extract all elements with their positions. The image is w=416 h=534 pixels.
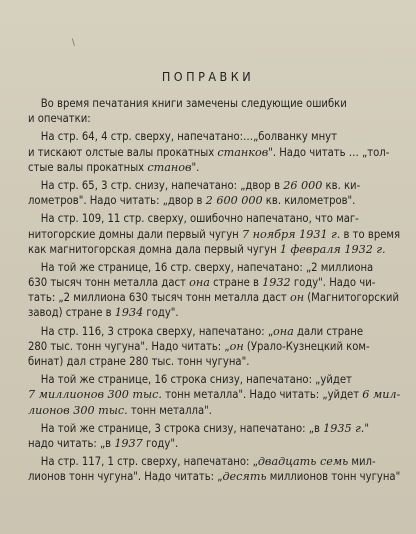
italic-correction: лионов 300 тыс. [28, 403, 128, 417]
text-run: нитогорские домны дали первый чугун [28, 227, 242, 241]
italic-correction: 1932 [262, 276, 291, 290]
text-line [28, 354, 384, 369]
errata-paragraph [28, 260, 399, 321]
errata-paragraph [28, 324, 384, 370]
text-run: На той же странице, 16 стр. сверху, напечатано: „2 миллиона [28, 260, 374, 274]
text-line [28, 372, 384, 387]
text-run: миллионов тонн чугуна" [266, 470, 401, 484]
text-run: На стр. 116, 3 строка сверху, напечатано: „ [28, 324, 274, 338]
italic-correction: 1934 [114, 306, 144, 320]
text-run: (Урало-Кузнецкий ком- [243, 339, 370, 353]
errata-paragraph [28, 178, 384, 208]
text-line [28, 160, 384, 175]
text-run: дали стране [293, 324, 364, 338]
text-run: стые валы прокатных [28, 160, 148, 174]
italic-correction: 7 миллионов 300 тыс. [28, 388, 162, 402]
text-line [28, 129, 384, 144]
text-run: Во время печатания книги замечены следующие ошибки [28, 97, 347, 110]
text-line [28, 436, 384, 451]
text-run: тать: „2 миллиона 630 тысяч тонн металла даст [28, 291, 290, 305]
text-line [28, 260, 384, 275]
italic-correction: она [189, 276, 210, 290]
text-run: и опечатки: [28, 112, 91, 126]
text-line [28, 178, 384, 193]
text-run: На стр. 64, 4 стр. сверху, напечатано:…„болванку мнут [28, 130, 338, 144]
text-run: На стр. 65, 3 стр. снизу, напечатано: „двор в [28, 178, 284, 192]
text-line [28, 454, 384, 469]
errata-paragraph [28, 211, 401, 257]
text-line [28, 96, 384, 111]
text-run: 280 тыс. тонн чугуна". Надо читать: „ [28, 339, 230, 353]
errata-paragraph [28, 129, 390, 175]
corner-mark: \ [72, 38, 75, 48]
text-run: в то время [340, 227, 401, 241]
text-run: тонн металла". Надо читать: „уйдет [161, 388, 363, 402]
text-run: На той же странице, 16 строка снизу, напечатано: „уйдет [28, 373, 352, 387]
italic-correction: станков [217, 145, 269, 159]
italic-correction: он [289, 291, 305, 305]
text-run: ". Надо читать … „тол- [268, 145, 390, 159]
text-run: кв. километров". [262, 194, 356, 208]
italic-correction: 7 ноября 1931 г. [241, 227, 341, 241]
text-run: На стр. 117, 1 стр. сверху, напечатано: „ [28, 455, 258, 469]
text-run: году". [143, 306, 179, 320]
italic-correction: 1 февраля 1932 г. [279, 242, 386, 256]
text-run: 630 тысяч тонн металла даст [28, 276, 190, 290]
text-run: завод) стране в [28, 306, 115, 320]
text-line [28, 193, 384, 208]
text-line [28, 324, 384, 339]
text-line [28, 242, 384, 257]
text-line [28, 227, 401, 242]
text-run: лометров". Надо читать: „двор в [28, 194, 206, 208]
errata-paragraph [28, 454, 401, 484]
text-line [28, 403, 384, 418]
text-run: году". [142, 436, 179, 450]
errata-text [28, 93, 401, 485]
errata-paragraph [28, 421, 384, 451]
page-title: ПОПРАВКИ [161, 69, 255, 84]
italic-correction: 1935 г. [323, 421, 365, 435]
text-line [28, 469, 401, 484]
text-run: надо читать: „в [28, 436, 115, 450]
text-run: бинат) дал стране 280 тыс. тонн чугуна". [28, 355, 250, 368]
text-line [28, 111, 384, 126]
text-run: (Магнитогорский [304, 291, 399, 305]
italic-correction: двадцать семь [257, 455, 349, 469]
italic-correction: 6 мил- [362, 388, 401, 402]
text-line [28, 145, 390, 160]
italic-correction: 1937 [114, 436, 143, 450]
text-run: стране в [209, 276, 263, 290]
text-run: " [364, 421, 370, 435]
italic-correction: станов [147, 160, 192, 174]
text-run: лионов тонн чугуна". Надо читать: „ [28, 470, 223, 484]
text-run: тонн металла". [127, 403, 212, 417]
text-run: На стр. 109, 11 стр. сверху, ошибочно напечатано, что маг- [28, 212, 359, 226]
italic-correction: 2 600 000 [205, 194, 263, 208]
italic-correction: 26 000 [283, 178, 323, 192]
text-line [28, 339, 384, 354]
text-run: как магнитогорская домна дала первый чугун [28, 242, 280, 256]
text-run: году". Надо чи- [290, 276, 376, 290]
errata-paragraph [28, 96, 384, 126]
text-line [28, 387, 401, 402]
text-run: мил- [348, 455, 376, 469]
text-line [28, 290, 399, 305]
text-run: ". [191, 160, 200, 174]
text-run: кв. ки- [322, 178, 361, 192]
errata-paragraph [28, 372, 401, 418]
text-run: и тискают олстые валы прокатных [28, 145, 218, 159]
italic-correction: десять [222, 470, 267, 484]
text-run: На той же странице, 3 строка снизу, напечатано: „в [28, 421, 324, 435]
text-line [28, 275, 384, 290]
italic-correction: она [273, 324, 294, 338]
text-line [28, 421, 384, 436]
text-line [28, 305, 384, 320]
text-line [28, 211, 384, 226]
italic-correction: он [229, 339, 244, 353]
